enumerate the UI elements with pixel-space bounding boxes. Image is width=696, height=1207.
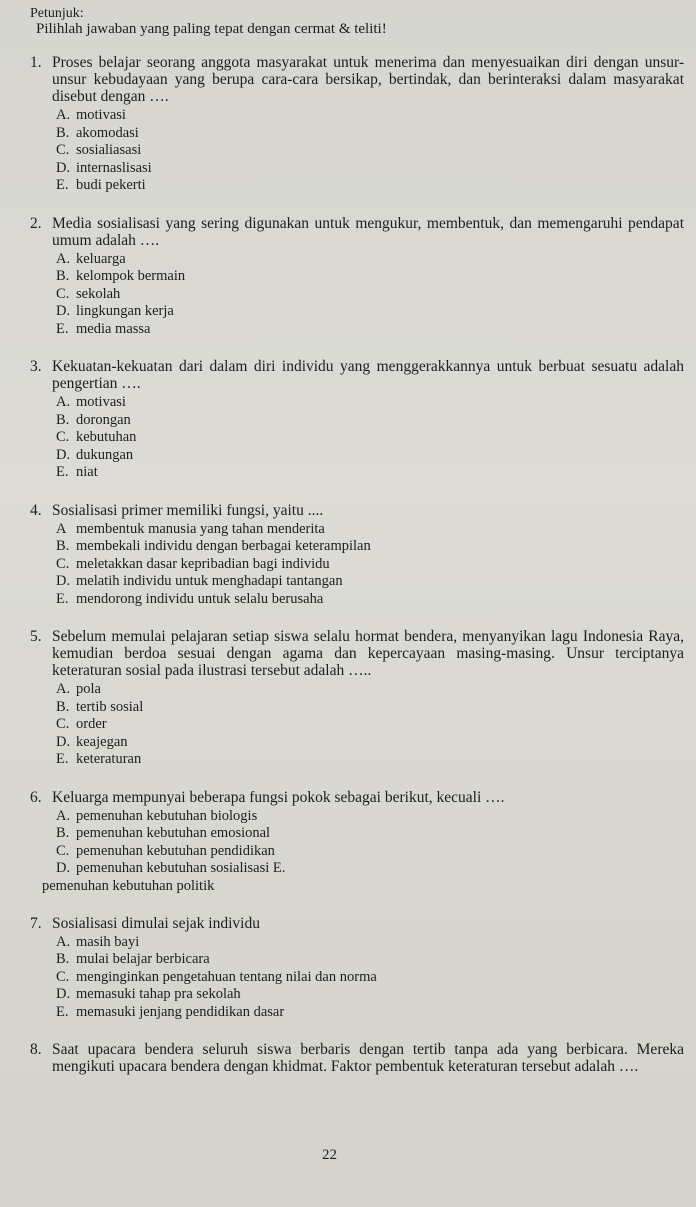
answer-option [56,464,684,482]
answer-option [56,986,684,1004]
option-letter: D. [56,986,71,1002]
option-text: keteraturan [76,751,142,767]
option-text: dorongan [76,411,131,428]
option-list [56,808,684,878]
answer-option [56,843,684,861]
option-list [56,251,684,339]
option-letter: A. [56,681,71,697]
option-text: masih bayi [76,933,140,950]
question-number: 8. [30,1041,42,1058]
option-text: budi pekerti [76,177,146,193]
question-number: 6. [30,788,42,806]
option-list [56,681,684,769]
option-letter: B. [56,698,70,715]
option-text: motivasi [76,394,126,410]
answer-option [56,303,684,321]
option-letter: D. [56,573,71,589]
answer-option [56,394,684,412]
answer-option [56,107,684,125]
question-number: 2. [30,214,42,232]
option-letter: E. [56,464,69,480]
answer-option [56,412,684,430]
option-letter: A [56,520,67,537]
option-letter: B. [56,268,70,284]
question-number: 3. [30,358,42,375]
question-text [30,358,684,392]
option-letter: A. [56,933,71,950]
answer-option [56,716,684,734]
option-text: mendorong individu untuk selalu berusaha [76,590,324,607]
question-body: Sosialisasi dimulai sejak individu [52,914,260,932]
answer-option [56,556,684,574]
instructions-heading: Petunjuk: [30,6,84,21]
answer-option [56,429,684,447]
option-letter: B. [56,825,70,841]
answer-option [56,808,684,826]
option-text: motivasi [76,107,126,123]
question-text [30,502,684,519]
answer-option [56,969,684,987]
answer-option [56,268,684,286]
question-3 [30,358,684,482]
option-list [56,934,684,1022]
answer-option [56,951,684,969]
option-letter: C. [56,555,70,572]
option-text: kelompok bermain [76,268,186,284]
answer-option [56,125,684,143]
option-letter: B. [56,124,70,141]
option-letter: E. [56,320,69,337]
question-6 [30,789,684,895]
option-text: memasuki jenjang pendidikan dasar [76,1003,285,1020]
question-5 [30,628,684,769]
option-letter: A. [56,107,71,123]
option-text: pemenuhan kebutuhan pendidikan [76,842,275,859]
instructions-text: Pilihlah jawaban yang paling tepat dengan cermat & teliti! [36,21,387,37]
option-letter: A. [56,807,71,824]
option-letter: B. [56,411,70,428]
option-text: sekolah [76,285,121,302]
answer-option [56,447,684,465]
option-letter: B. [56,538,70,554]
option-letter: C. [56,142,70,158]
option-text: pemenuhan kebutuhan biologis [76,807,258,824]
option-list [56,521,684,609]
question-body: Media sosialisasi yang sering digunakan untuk mengukur, membentuk, dan memengaruhi pendapat umum adalah …. [52,214,684,249]
question-4 [30,502,684,609]
answer-option [56,321,684,339]
answer-option [56,177,684,195]
option-text: memasuki tahap pra sekolah [76,986,241,1002]
option-text: keluarga [76,250,126,267]
option-text: membentuk manusia yang tahan menderita [76,520,325,537]
question-1 [30,54,684,195]
option-letter: C. [56,716,70,732]
question-number: 7. [30,914,42,932]
question-text [30,1041,684,1075]
question-body: Saat upacara bendera seluruh siswa berbaris dengan tertib tanpa ada yang berbicara. Mereka mengikuti upacara bendera dengan khidmat. Faktor pembentuk keteraturan tersebut adalah …. [52,1041,684,1075]
question-number: 5. [30,628,42,645]
option-text: niat [76,464,98,480]
option-letter: E. [56,177,69,193]
option-text: meletakkan dasar kepribadian bagi individu [76,555,330,572]
option-text: akomodasi [76,124,139,141]
option-text: lingkungan kerja [76,303,174,319]
answer-option [56,699,684,717]
question-body: Keluarga mempunyai beberapa fungsi pokok sebagai berikut, kecuali …. [52,788,505,806]
question-text [30,215,684,249]
answer-option [56,751,684,769]
option-text: order [76,716,107,732]
answer-option [56,538,684,556]
option-letter: C. [56,429,70,445]
page-number: 22 [322,1147,337,1163]
answer-option [56,251,684,269]
answer-option [56,521,684,539]
option-letter: E. [56,590,69,607]
answer-option [56,591,684,609]
option-letter: B. [56,951,70,967]
question-text [30,915,684,932]
option-text: pola [76,681,101,697]
question-7 [30,915,684,1022]
answer-option [56,734,684,752]
answer-option [56,573,684,591]
question-body: Kekuatan-kekuatan dari dalam diri individu yang menggerakkannya untuk berbuat sesuatu adalah pengertian …. [52,358,684,392]
option-letter: D. [56,733,71,750]
option-text: sosialiasasi [76,142,142,158]
option-text: dukungan [76,446,134,463]
question-number: 4. [30,501,42,519]
option-text: pemenuhan kebutuhan sosialisasi E. [76,860,286,876]
question-8 [30,1041,684,1075]
question-body: Proses belajar seorang anggota masyarakat untuk menerima dan menyesuaikan diri dengan unsur-unsur kebudayaan yang berupa cara-cara bersikap, bertindak, dan berinteraksi dalam masyarakat disebut dengan …. [52,54,684,105]
question-body: Sosialisasi primer memiliki fungsi, yaitu .... [52,501,324,519]
answer-option [56,825,684,843]
option-text: melatih individu untuk menghadapi tantangan [76,573,343,589]
option-list [56,394,684,482]
option-letter: D. [56,446,71,463]
option-letter: A. [56,394,71,410]
question-text [30,54,684,105]
option-text: kebutuhan [76,429,137,445]
option-text: media massa [76,320,151,337]
option-letter: E. [56,1003,69,1020]
question-body: Sebelum memulai pelajaran setiap siswa selalu hormat bendera, menyanyikan lagu Indonesia Raya, kemudian berdoa sesuai dengan agama dan kepercayaan masing-masing. Unsur terciptanya keteraturan sosial pada ilustrasi tersebut adalah ….. [52,628,684,679]
question-text [30,628,684,679]
option-continuation: pemenuhan kebutuhan politik [42,877,215,894]
answer-option [56,934,684,952]
answer-option [56,860,684,878]
option-letter: E. [56,751,69,767]
option-text: pemenuhan kebutuhan emosional [76,825,271,841]
option-text: internaslisasi [76,159,152,176]
answer-option [56,1004,684,1022]
option-list [56,107,684,195]
answer-option [56,681,684,699]
answer-option [56,160,684,178]
option-text: keajegan [76,733,128,750]
option-letter: D. [56,159,71,176]
option-letter: D. [56,303,71,319]
option-letter: C. [56,285,70,302]
option-text: mulai belajar berbicara [76,951,210,967]
answer-option [56,286,684,304]
question-list [30,54,684,1075]
option-text: menginginkan pengetahuan tentang nilai dan norma [76,968,377,985]
option-letter: D. [56,860,71,876]
answer-option [56,142,684,160]
option-letter: A. [56,250,71,267]
option-letter: C. [56,968,70,985]
question-2 [30,215,684,339]
option-text: tertib sosial [76,698,144,715]
option-letter: C. [56,842,70,859]
question-number: 1. [30,54,42,71]
option-text: membekali individu dengan berbagai keterampilan [76,538,371,554]
question-text [30,789,684,806]
